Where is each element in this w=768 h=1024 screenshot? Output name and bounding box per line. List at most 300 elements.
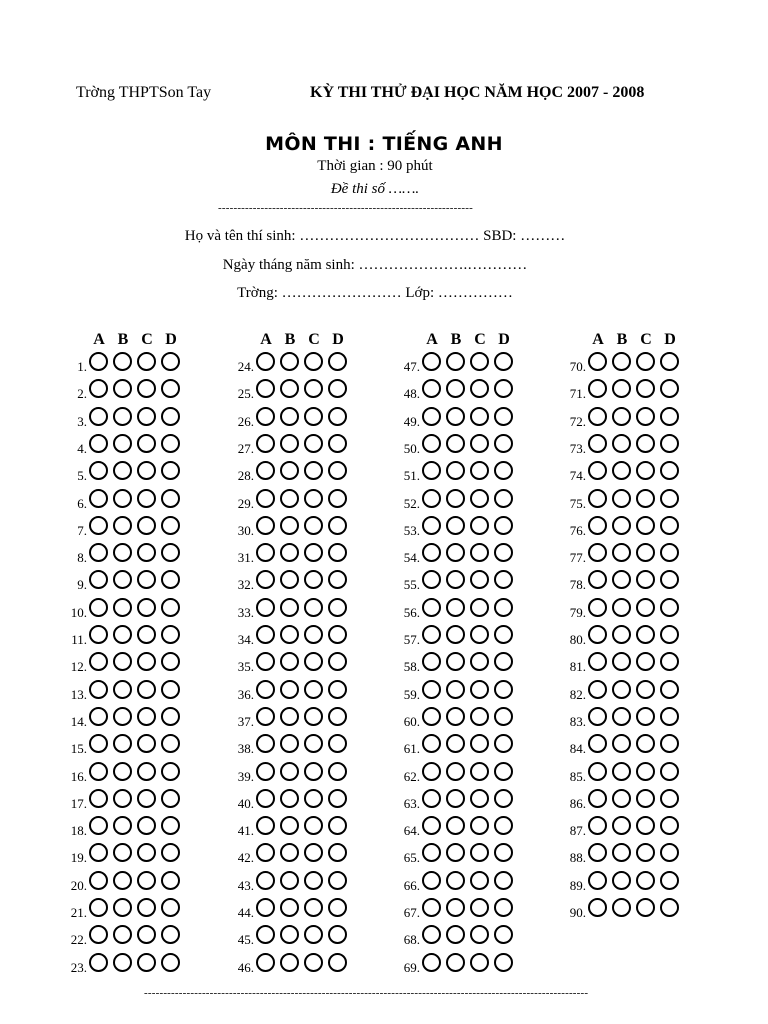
answer-bubble-d[interactable] <box>161 953 180 972</box>
answer-bubble-d[interactable] <box>161 843 180 862</box>
answer-bubble-d[interactable] <box>660 516 679 535</box>
answer-bubble-c[interactable] <box>636 680 655 699</box>
answer-bubble-d[interactable] <box>161 434 180 453</box>
answer-bubble-b[interactable] <box>280 762 299 781</box>
answer-bubble-b[interactable] <box>446 434 465 453</box>
answer-bubble-d[interactable] <box>494 625 513 644</box>
answer-bubble-a[interactable] <box>89 407 108 426</box>
answer-bubble-c[interactable] <box>137 843 156 862</box>
answer-bubble-b[interactable] <box>446 570 465 589</box>
answer-bubble-b[interactable] <box>280 407 299 426</box>
answer-bubble-b[interactable] <box>113 598 132 617</box>
answer-bubble-b[interactable] <box>612 434 631 453</box>
answer-bubble-a[interactable] <box>256 707 275 726</box>
answer-bubble-b[interactable] <box>612 598 631 617</box>
answer-bubble-d[interactable] <box>328 953 347 972</box>
answer-bubble-c[interactable] <box>137 625 156 644</box>
answer-bubble-c[interactable] <box>636 625 655 644</box>
answer-bubble-c[interactable] <box>137 816 156 835</box>
answer-bubble-d[interactable] <box>660 598 679 617</box>
answer-bubble-d[interactable] <box>161 489 180 508</box>
answer-bubble-d[interactable] <box>328 543 347 562</box>
answer-bubble-c[interactable] <box>470 352 489 371</box>
answer-bubble-c[interactable] <box>304 379 323 398</box>
answer-bubble-c[interactable] <box>137 734 156 753</box>
answer-bubble-a[interactable] <box>422 407 441 426</box>
answer-bubble-a[interactable] <box>588 871 607 890</box>
answer-bubble-c[interactable] <box>470 953 489 972</box>
answer-bubble-b[interactable] <box>612 489 631 508</box>
answer-bubble-d[interactable] <box>328 570 347 589</box>
answer-bubble-d[interactable] <box>494 434 513 453</box>
answer-bubble-b[interactable] <box>612 461 631 480</box>
answer-bubble-d[interactable] <box>328 707 347 726</box>
answer-bubble-a[interactable] <box>89 680 108 699</box>
answer-bubble-b[interactable] <box>113 625 132 644</box>
answer-bubble-d[interactable] <box>494 680 513 699</box>
answer-bubble-a[interactable] <box>422 570 441 589</box>
answer-bubble-c[interactable] <box>470 680 489 699</box>
answer-bubble-b[interactable] <box>612 570 631 589</box>
answer-bubble-b[interactable] <box>446 516 465 535</box>
answer-bubble-c[interactable] <box>304 789 323 808</box>
answer-bubble-b[interactable] <box>113 570 132 589</box>
answer-bubble-b[interactable] <box>612 407 631 426</box>
answer-bubble-c[interactable] <box>470 816 489 835</box>
answer-bubble-a[interactable] <box>89 652 108 671</box>
answer-bubble-b[interactable] <box>113 953 132 972</box>
answer-bubble-d[interactable] <box>328 461 347 480</box>
answer-bubble-b[interactable] <box>446 953 465 972</box>
answer-bubble-d[interactable] <box>328 789 347 808</box>
answer-bubble-d[interactable] <box>161 871 180 890</box>
answer-bubble-b[interactable] <box>612 680 631 699</box>
answer-bubble-a[interactable] <box>422 953 441 972</box>
answer-bubble-c[interactable] <box>470 598 489 617</box>
answer-bubble-a[interactable] <box>422 434 441 453</box>
answer-bubble-d[interactable] <box>494 953 513 972</box>
answer-bubble-d[interactable] <box>660 652 679 671</box>
answer-bubble-d[interactable] <box>660 707 679 726</box>
answer-bubble-c[interactable] <box>636 379 655 398</box>
answer-bubble-a[interactable] <box>89 789 108 808</box>
answer-bubble-c[interactable] <box>470 871 489 890</box>
answer-bubble-a[interactable] <box>89 871 108 890</box>
answer-bubble-d[interactable] <box>494 598 513 617</box>
answer-bubble-d[interactable] <box>161 652 180 671</box>
answer-bubble-c[interactable] <box>304 734 323 753</box>
answer-bubble-c[interactable] <box>137 379 156 398</box>
answer-bubble-d[interactable] <box>161 680 180 699</box>
answer-bubble-d[interactable] <box>328 625 347 644</box>
answer-bubble-c[interactable] <box>470 461 489 480</box>
answer-bubble-a[interactable] <box>256 734 275 753</box>
answer-bubble-a[interactable] <box>588 898 607 917</box>
answer-bubble-c[interactable] <box>304 762 323 781</box>
answer-bubble-c[interactable] <box>470 625 489 644</box>
answer-bubble-d[interactable] <box>328 516 347 535</box>
answer-bubble-a[interactable] <box>588 680 607 699</box>
answer-bubble-a[interactable] <box>422 789 441 808</box>
answer-bubble-b[interactable] <box>113 789 132 808</box>
answer-bubble-c[interactable] <box>636 734 655 753</box>
answer-bubble-a[interactable] <box>588 762 607 781</box>
answer-bubble-c[interactable] <box>304 543 323 562</box>
answer-bubble-d[interactable] <box>660 762 679 781</box>
answer-bubble-c[interactable] <box>304 570 323 589</box>
answer-bubble-c[interactable] <box>636 516 655 535</box>
answer-bubble-d[interactable] <box>660 379 679 398</box>
answer-bubble-a[interactable] <box>89 598 108 617</box>
answer-bubble-a[interactable] <box>256 352 275 371</box>
answer-bubble-c[interactable] <box>636 898 655 917</box>
answer-bubble-c[interactable] <box>137 898 156 917</box>
answer-bubble-b[interactable] <box>113 680 132 699</box>
answer-bubble-c[interactable] <box>470 407 489 426</box>
answer-bubble-c[interactable] <box>470 789 489 808</box>
answer-bubble-d[interactable] <box>161 707 180 726</box>
answer-bubble-b[interactable] <box>446 352 465 371</box>
answer-bubble-b[interactable] <box>113 489 132 508</box>
answer-bubble-c[interactable] <box>470 898 489 917</box>
answer-bubble-b[interactable] <box>280 352 299 371</box>
answer-bubble-d[interactable] <box>161 789 180 808</box>
answer-bubble-c[interactable] <box>470 925 489 944</box>
answer-bubble-b[interactable] <box>280 734 299 753</box>
answer-bubble-d[interactable] <box>494 543 513 562</box>
answer-bubble-c[interactable] <box>137 925 156 944</box>
answer-bubble-c[interactable] <box>636 789 655 808</box>
answer-bubble-d[interactable] <box>660 543 679 562</box>
answer-bubble-a[interactable] <box>588 707 607 726</box>
answer-bubble-a[interactable] <box>89 734 108 753</box>
answer-bubble-a[interactable] <box>256 843 275 862</box>
answer-bubble-b[interactable] <box>280 625 299 644</box>
answer-bubble-a[interactable] <box>422 489 441 508</box>
answer-bubble-b[interactable] <box>113 816 132 835</box>
answer-bubble-c[interactable] <box>470 570 489 589</box>
answer-bubble-c[interactable] <box>636 489 655 508</box>
answer-bubble-d[interactable] <box>328 379 347 398</box>
answer-bubble-b[interactable] <box>280 652 299 671</box>
answer-bubble-d[interactable] <box>494 734 513 753</box>
answer-bubble-a[interactable] <box>89 489 108 508</box>
answer-bubble-d[interactable] <box>494 489 513 508</box>
answer-bubble-d[interactable] <box>660 570 679 589</box>
answer-bubble-a[interactable] <box>256 816 275 835</box>
answer-bubble-a[interactable] <box>588 652 607 671</box>
answer-bubble-b[interactable] <box>280 953 299 972</box>
answer-bubble-c[interactable] <box>636 570 655 589</box>
answer-bubble-d[interactable] <box>660 898 679 917</box>
answer-bubble-a[interactable] <box>422 734 441 753</box>
answer-bubble-c[interactable] <box>137 871 156 890</box>
answer-bubble-d[interactable] <box>494 925 513 944</box>
answer-bubble-a[interactable] <box>256 489 275 508</box>
answer-bubble-b[interactable] <box>113 898 132 917</box>
answer-bubble-b[interactable] <box>113 434 132 453</box>
answer-bubble-d[interactable] <box>660 489 679 508</box>
answer-bubble-b[interactable] <box>612 734 631 753</box>
answer-bubble-a[interactable] <box>422 543 441 562</box>
answer-bubble-b[interactable] <box>113 707 132 726</box>
answer-bubble-b[interactable] <box>612 762 631 781</box>
answer-bubble-c[interactable] <box>137 652 156 671</box>
answer-bubble-a[interactable] <box>588 516 607 535</box>
answer-bubble-c[interactable] <box>636 407 655 426</box>
answer-bubble-a[interactable] <box>256 570 275 589</box>
answer-bubble-d[interactable] <box>328 352 347 371</box>
answer-bubble-d[interactable] <box>161 461 180 480</box>
answer-bubble-b[interactable] <box>113 543 132 562</box>
answer-bubble-a[interactable] <box>89 543 108 562</box>
answer-bubble-c[interactable] <box>137 953 156 972</box>
answer-bubble-c[interactable] <box>304 898 323 917</box>
answer-bubble-b[interactable] <box>280 707 299 726</box>
answer-bubble-a[interactable] <box>256 625 275 644</box>
answer-bubble-b[interactable] <box>612 625 631 644</box>
answer-bubble-a[interactable] <box>256 953 275 972</box>
answer-bubble-d[interactable] <box>161 407 180 426</box>
answer-bubble-d[interactable] <box>161 543 180 562</box>
answer-bubble-c[interactable] <box>470 489 489 508</box>
answer-bubble-c[interactable] <box>137 516 156 535</box>
answer-bubble-a[interactable] <box>422 898 441 917</box>
answer-bubble-d[interactable] <box>328 925 347 944</box>
answer-bubble-b[interactable] <box>113 843 132 862</box>
answer-bubble-d[interactable] <box>494 816 513 835</box>
answer-bubble-a[interactable] <box>89 434 108 453</box>
answer-bubble-c[interactable] <box>470 543 489 562</box>
answer-bubble-c[interactable] <box>137 543 156 562</box>
answer-bubble-d[interactable] <box>161 925 180 944</box>
answer-bubble-d[interactable] <box>494 871 513 890</box>
answer-bubble-a[interactable] <box>422 516 441 535</box>
answer-bubble-c[interactable] <box>304 925 323 944</box>
answer-bubble-b[interactable] <box>113 379 132 398</box>
answer-bubble-a[interactable] <box>422 352 441 371</box>
answer-bubble-a[interactable] <box>256 680 275 699</box>
answer-bubble-b[interactable] <box>612 843 631 862</box>
answer-bubble-d[interactable] <box>328 816 347 835</box>
answer-bubble-d[interactable] <box>660 680 679 699</box>
answer-bubble-a[interactable] <box>89 953 108 972</box>
answer-bubble-c[interactable] <box>470 762 489 781</box>
answer-bubble-a[interactable] <box>588 434 607 453</box>
answer-bubble-d[interactable] <box>494 762 513 781</box>
answer-bubble-c[interactable] <box>304 625 323 644</box>
answer-bubble-d[interactable] <box>494 707 513 726</box>
answer-bubble-c[interactable] <box>137 680 156 699</box>
answer-bubble-d[interactable] <box>328 898 347 917</box>
answer-bubble-a[interactable] <box>588 843 607 862</box>
answer-bubble-d[interactable] <box>660 871 679 890</box>
answer-bubble-a[interactable] <box>588 789 607 808</box>
answer-bubble-b[interactable] <box>280 489 299 508</box>
answer-bubble-c[interactable] <box>137 570 156 589</box>
answer-bubble-a[interactable] <box>588 598 607 617</box>
answer-bubble-d[interactable] <box>328 762 347 781</box>
answer-bubble-b[interactable] <box>113 762 132 781</box>
answer-bubble-b[interactable] <box>446 925 465 944</box>
answer-bubble-b[interactable] <box>612 379 631 398</box>
answer-bubble-c[interactable] <box>304 843 323 862</box>
answer-bubble-d[interactable] <box>494 843 513 862</box>
answer-bubble-d[interactable] <box>660 352 679 371</box>
answer-bubble-b[interactable] <box>612 707 631 726</box>
answer-bubble-d[interactable] <box>328 680 347 699</box>
answer-bubble-b[interactable] <box>612 898 631 917</box>
answer-bubble-b[interactable] <box>446 543 465 562</box>
answer-bubble-d[interactable] <box>660 407 679 426</box>
answer-bubble-a[interactable] <box>89 570 108 589</box>
answer-bubble-b[interactable] <box>280 871 299 890</box>
answer-bubble-c[interactable] <box>304 871 323 890</box>
answer-bubble-c[interactable] <box>470 734 489 753</box>
answer-bubble-b[interactable] <box>280 516 299 535</box>
answer-bubble-a[interactable] <box>588 352 607 371</box>
answer-bubble-a[interactable] <box>256 434 275 453</box>
answer-bubble-a[interactable] <box>256 789 275 808</box>
answer-bubble-b[interactable] <box>446 407 465 426</box>
answer-bubble-c[interactable] <box>636 352 655 371</box>
answer-bubble-b[interactable] <box>446 598 465 617</box>
answer-bubble-a[interactable] <box>89 516 108 535</box>
answer-bubble-c[interactable] <box>636 461 655 480</box>
answer-bubble-b[interactable] <box>280 898 299 917</box>
answer-bubble-c[interactable] <box>304 516 323 535</box>
answer-bubble-c[interactable] <box>304 434 323 453</box>
answer-bubble-a[interactable] <box>588 461 607 480</box>
answer-bubble-b[interactable] <box>446 816 465 835</box>
answer-bubble-a[interactable] <box>256 652 275 671</box>
answer-bubble-d[interactable] <box>161 762 180 781</box>
answer-bubble-c[interactable] <box>304 680 323 699</box>
answer-bubble-a[interactable] <box>89 625 108 644</box>
answer-bubble-c[interactable] <box>304 598 323 617</box>
answer-bubble-d[interactable] <box>328 489 347 508</box>
answer-bubble-d[interactable] <box>660 843 679 862</box>
answer-bubble-c[interactable] <box>636 871 655 890</box>
answer-bubble-b[interactable] <box>280 461 299 480</box>
answer-bubble-c[interactable] <box>137 707 156 726</box>
answer-bubble-b[interactable] <box>612 543 631 562</box>
answer-bubble-a[interactable] <box>588 734 607 753</box>
answer-bubble-d[interactable] <box>660 789 679 808</box>
answer-bubble-c[interactable] <box>137 352 156 371</box>
answer-bubble-b[interactable] <box>612 652 631 671</box>
answer-bubble-c[interactable] <box>304 816 323 835</box>
answer-bubble-c[interactable] <box>636 434 655 453</box>
answer-bubble-d[interactable] <box>660 734 679 753</box>
answer-bubble-d[interactable] <box>660 625 679 644</box>
answer-bubble-c[interactable] <box>470 379 489 398</box>
answer-bubble-c[interactable] <box>636 543 655 562</box>
answer-bubble-b[interactable] <box>280 570 299 589</box>
answer-bubble-d[interactable] <box>328 598 347 617</box>
answer-bubble-a[interactable] <box>89 843 108 862</box>
answer-bubble-b[interactable] <box>446 871 465 890</box>
answer-bubble-a[interactable] <box>256 598 275 617</box>
answer-bubble-c[interactable] <box>137 407 156 426</box>
answer-bubble-d[interactable] <box>494 407 513 426</box>
answer-bubble-d[interactable] <box>328 407 347 426</box>
answer-bubble-c[interactable] <box>304 652 323 671</box>
answer-bubble-d[interactable] <box>328 871 347 890</box>
answer-bubble-c[interactable] <box>636 598 655 617</box>
answer-bubble-c[interactable] <box>636 652 655 671</box>
answer-bubble-a[interactable] <box>588 625 607 644</box>
answer-bubble-a[interactable] <box>89 379 108 398</box>
answer-bubble-b[interactable] <box>280 379 299 398</box>
answer-bubble-c[interactable] <box>304 461 323 480</box>
answer-bubble-a[interactable] <box>256 461 275 480</box>
answer-bubble-a[interactable] <box>422 925 441 944</box>
answer-bubble-d[interactable] <box>161 570 180 589</box>
answer-bubble-d[interactable] <box>660 816 679 835</box>
answer-bubble-b[interactable] <box>113 461 132 480</box>
answer-bubble-a[interactable] <box>89 762 108 781</box>
answer-bubble-c[interactable] <box>137 789 156 808</box>
answer-bubble-d[interactable] <box>161 516 180 535</box>
answer-bubble-a[interactable] <box>89 707 108 726</box>
answer-bubble-b[interactable] <box>113 925 132 944</box>
answer-bubble-b[interactable] <box>113 734 132 753</box>
answer-bubble-b[interactable] <box>280 925 299 944</box>
answer-bubble-d[interactable] <box>660 434 679 453</box>
answer-bubble-a[interactable] <box>422 843 441 862</box>
answer-bubble-c[interactable] <box>137 434 156 453</box>
answer-bubble-d[interactable] <box>494 379 513 398</box>
answer-bubble-a[interactable] <box>256 871 275 890</box>
answer-bubble-d[interactable] <box>161 625 180 644</box>
answer-bubble-b[interactable] <box>113 516 132 535</box>
answer-bubble-a[interactable] <box>422 379 441 398</box>
answer-bubble-c[interactable] <box>470 652 489 671</box>
answer-bubble-b[interactable] <box>612 516 631 535</box>
answer-bubble-a[interactable] <box>256 516 275 535</box>
answer-bubble-c[interactable] <box>636 707 655 726</box>
answer-bubble-a[interactable] <box>422 461 441 480</box>
answer-bubble-d[interactable] <box>494 516 513 535</box>
answer-bubble-d[interactable] <box>494 352 513 371</box>
answer-bubble-b[interactable] <box>612 871 631 890</box>
answer-bubble-a[interactable] <box>256 407 275 426</box>
answer-bubble-b[interactable] <box>280 598 299 617</box>
answer-bubble-c[interactable] <box>137 489 156 508</box>
answer-bubble-c[interactable] <box>636 843 655 862</box>
answer-bubble-c[interactable] <box>304 953 323 972</box>
answer-bubble-a[interactable] <box>588 816 607 835</box>
answer-bubble-c[interactable] <box>470 843 489 862</box>
answer-bubble-a[interactable] <box>588 489 607 508</box>
answer-bubble-c[interactable] <box>470 707 489 726</box>
answer-bubble-b[interactable] <box>280 434 299 453</box>
answer-bubble-a[interactable] <box>256 898 275 917</box>
answer-bubble-d[interactable] <box>328 843 347 862</box>
answer-bubble-a[interactable] <box>422 680 441 699</box>
answer-bubble-a[interactable] <box>422 707 441 726</box>
answer-bubble-b[interactable] <box>612 816 631 835</box>
answer-bubble-a[interactable] <box>256 925 275 944</box>
answer-bubble-d[interactable] <box>494 898 513 917</box>
answer-bubble-d[interactable] <box>161 352 180 371</box>
answer-bubble-c[interactable] <box>304 352 323 371</box>
answer-bubble-b[interactable] <box>446 379 465 398</box>
answer-bubble-d[interactable] <box>161 598 180 617</box>
answer-bubble-b[interactable] <box>446 762 465 781</box>
answer-bubble-b[interactable] <box>280 680 299 699</box>
